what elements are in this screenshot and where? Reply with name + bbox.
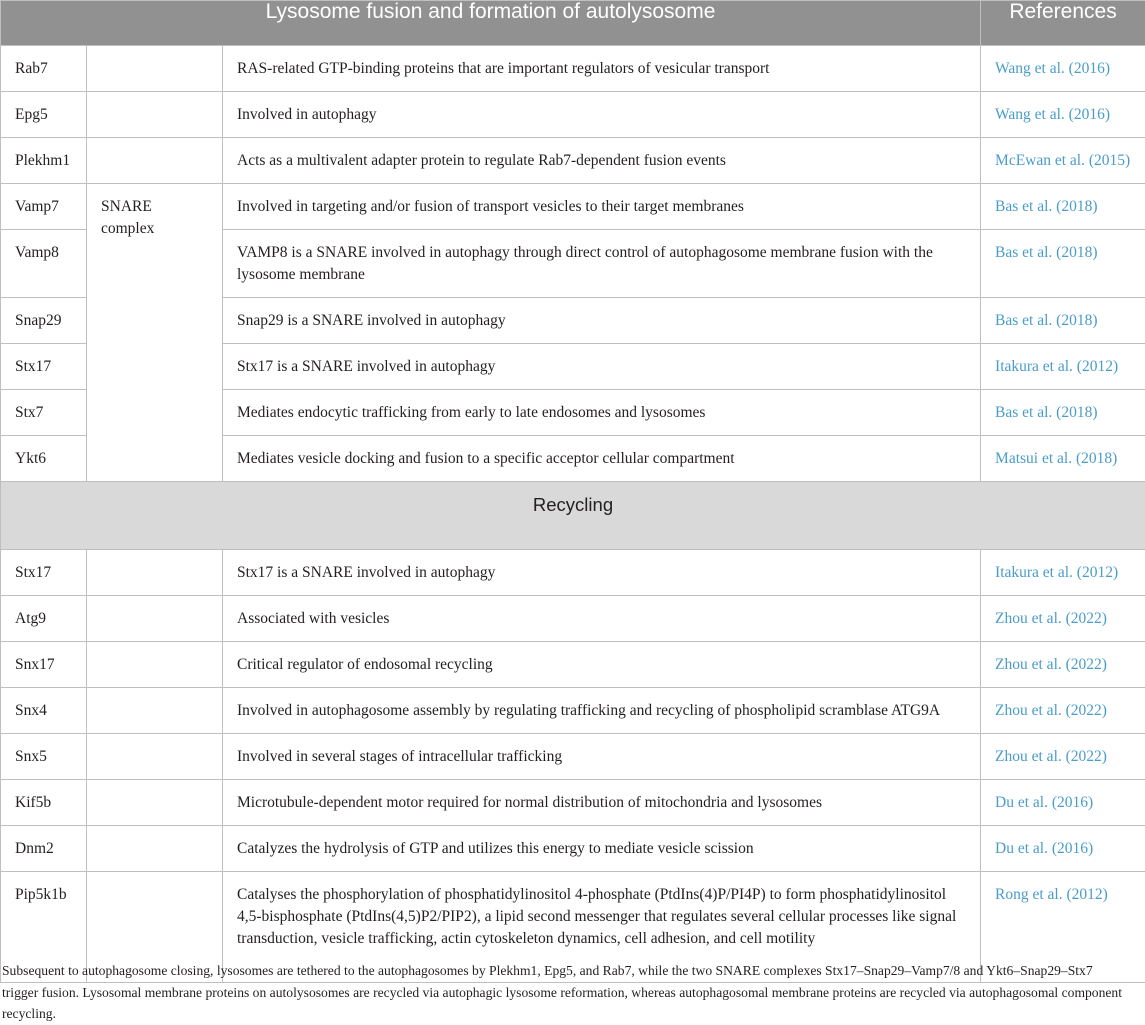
gene-cell: Kif5b — [1, 780, 87, 826]
reference-link[interactable]: Du et al. (2016) — [981, 826, 1145, 872]
gene-cell: Ykt6 — [1, 436, 87, 482]
gene-cell: Snap29 — [1, 298, 87, 344]
gene-cell: Snx17 — [1, 642, 87, 688]
gene-cell: Vamp8 — [1, 230, 87, 298]
group-cell-empty — [87, 642, 223, 688]
references-column-header: References — [981, 1, 1145, 46]
recycling-section-row — [1, 482, 1145, 550]
description-cell: Mediates vesicle docking and fusion to a specific acceptor cellular compartment — [223, 436, 981, 482]
reference-link[interactable]: Bas et al. (2018) — [981, 298, 1145, 344]
reference-link[interactable]: Bas et al. (2018) — [981, 390, 1145, 436]
description-cell: VAMP8 is a SNARE involved in autophagy through direct control of autophagosome membrane fusion with the lysosome membrane — [223, 230, 981, 298]
description-cell: Acts as a multivalent adapter protein to regulate Rab7-dependent fusion events — [223, 138, 981, 184]
group-cell-empty — [87, 138, 223, 184]
gene-cell: Atg9 — [1, 596, 87, 642]
section-title-fusion: Lysosome fusion and formation of autolysosome — [1, 1, 981, 46]
gene-cell: Snx5 — [1, 734, 87, 780]
table-row — [1, 780, 1145, 826]
description-cell: RAS-related GTP-binding proteins that are important regulators of vesicular transport — [223, 46, 981, 92]
table-row — [1, 550, 1145, 596]
gene-cell: Stx7 — [1, 390, 87, 436]
reference-link[interactable]: Zhou et al. (2022) — [981, 688, 1145, 734]
gene-cell: Epg5 — [1, 92, 87, 138]
description-cell: Associated with vesicles — [223, 596, 981, 642]
table-row — [1, 596, 1145, 642]
table-footnote: Subsequent to autophagosome closing, lysosomes are tethered to the autophagosomes by Plekhm1, Epg5, and Rab7, while the two SNARE complexes Stx17–Snap29–Vamp7/8 and Ykt6–Snap29–Stx7 trigger fusion. Lysosomal membrane proteins on autolysosomes are recycled via autophagic lysosome reformation, whereas autophagosomal membrane proteins are recycled via autophagosomal component recycling. — [2, 960, 1132, 1025]
gene-cell: Dnm2 — [1, 826, 87, 872]
gene-cell: Plekhm1 — [1, 138, 87, 184]
reference-link[interactable]: McEwan et al. (2015) — [981, 138, 1145, 184]
table-row — [1, 642, 1145, 688]
description-cell: Involved in autophagosome assembly by regulating trafficking and recycling of phospholipid scramblase ATG9A — [223, 688, 981, 734]
snare-complex-group-cell: SNARE complex — [87, 184, 223, 482]
group-cell-empty — [87, 826, 223, 872]
reference-link[interactable]: Zhou et al. (2022) — [981, 734, 1145, 780]
reference-link[interactable]: Wang et al. (2016) — [981, 46, 1145, 92]
gene-cell: Stx17 — [1, 344, 87, 390]
group-cell-empty — [87, 596, 223, 642]
description-cell: Involved in several stages of intracellular trafficking — [223, 734, 981, 780]
reference-link[interactable]: Rong et al. (2012) — [981, 872, 1145, 983]
table-row — [1, 184, 1145, 230]
section-title-recycling: Recycling — [1, 482, 1145, 550]
description-cell: Microtubule-dependent motor required for normal distribution of mitochondria and lysosomes — [223, 780, 981, 826]
reference-link[interactable]: Wang et al. (2016) — [981, 92, 1145, 138]
reference-link[interactable]: Zhou et al. (2022) — [981, 596, 1145, 642]
gene-cell: Pip5k1b — [1, 872, 87, 983]
gene-cell: Stx17 — [1, 550, 87, 596]
table-row — [1, 46, 1145, 92]
reference-link[interactable]: Bas et al. (2018) — [981, 230, 1145, 298]
description-cell: Involved in autophagy — [223, 92, 981, 138]
table-header-row — [1, 1, 1145, 46]
table-row — [1, 138, 1145, 184]
gene-cell: Vamp7 — [1, 184, 87, 230]
table-row — [1, 92, 1145, 138]
description-cell: Snap29 is a SNARE involved in autophagy — [223, 298, 981, 344]
reference-link[interactable]: Itakura et al. (2012) — [981, 344, 1145, 390]
description-cell: Involved in targeting and/or fusion of transport vesicles to their target membranes — [223, 184, 981, 230]
table-row — [1, 734, 1145, 780]
group-cell-empty — [87, 92, 223, 138]
group-cell-empty — [87, 734, 223, 780]
description-cell: Critical regulator of endosomal recycling — [223, 642, 981, 688]
gene-cell: Snx4 — [1, 688, 87, 734]
group-cell-empty — [87, 550, 223, 596]
reference-link[interactable]: Matsui et al. (2018) — [981, 436, 1145, 482]
table-row — [1, 826, 1145, 872]
description-cell: Stx17 is a SNARE involved in autophagy — [223, 550, 981, 596]
description-cell: Stx17 is a SNARE involved in autophagy — [223, 344, 981, 390]
reference-link[interactable]: Zhou et al. (2022) — [981, 642, 1145, 688]
group-cell-empty — [87, 688, 223, 734]
table-row — [1, 688, 1145, 734]
description-cell: Catalyses the phosphorylation of phosphatidylinositol 4-phosphate (PtdIns(4)P/PI4P) to form phosphatidylinositol 4,5-bisphosphate (PtdIns(4,5)P2/PIP2), a lipid second messenger that regulates several cellular processes like signal transduction, vesicle trafficking, actin cytoskeleton dynamics, cell adhesion, and cell motility — [223, 872, 981, 983]
group-cell-empty — [87, 780, 223, 826]
group-cell-empty — [87, 46, 223, 92]
reference-link[interactable]: Bas et al. (2018) — [981, 184, 1145, 230]
description-cell: Catalyzes the hydrolysis of GTP and utilizes this energy to mediate vesicle scission — [223, 826, 981, 872]
reference-link[interactable]: Itakura et al. (2012) — [981, 550, 1145, 596]
gene-cell: Rab7 — [1, 46, 87, 92]
description-cell: Mediates endocytic trafficking from early to late endosomes and lysosomes — [223, 390, 981, 436]
reference-link[interactable]: Du et al. (2016) — [981, 780, 1145, 826]
